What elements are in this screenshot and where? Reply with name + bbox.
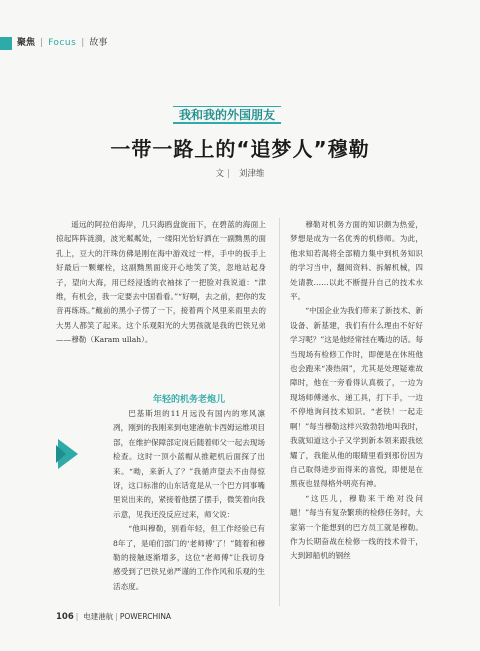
page-number: 106 <box>56 612 74 622</box>
section-subhead: 年轻的机务老炮儿 <box>152 395 225 405</box>
byline-label: 文 <box>215 169 225 179</box>
right-paragraph: 穆勒对机务方面的知识颇为热爱，梦想是成为一名优秀的机修师。为此，他求知若渴将全部精力集中到机务知识的学习当中，翻阅资料、拆解机械，四处请教……以此不断提升自己的技术水平。 <box>290 220 423 302</box>
right-column <box>290 218 423 564</box>
header-breadcrumb: 聚焦 | Focus | 故事 <box>17 38 108 48</box>
byline: 文 | 刘津维 <box>215 169 265 179</box>
header-accent-bar <box>0 37 12 50</box>
right-paragraph: “这匹儿，穆勒来干绝对没问题！”每当有复杂繁琐的检修任务时，大家第一个能想到的巴方员工就是穆勒。作为长期奋战在检修一线的技术骨干，大到卸船机的钢丝 <box>290 493 423 561</box>
magazine-name: 电建港航 <box>83 612 114 621</box>
left-column <box>113 407 265 594</box>
column-tag: 我和我的外国朋友 <box>173 106 281 124</box>
left-paragraph: 巴基斯坦的11月远没有国内的寒风凛冽，刚到的我刚来到电建港航卡西姆运维项目部，在维护保障部定岗后随着师父一起去现场检查。这时一顶小蓝帽从推耙机后面探了出来。“呦，来新人了？”我循声望去不由得惊讶，这口标准的山东话竟是从一个巴方同事嘴里说出来的，紧接着他摆了摆手，微笑着向我示意，见我还没反应过来，师父说： <box>113 409 265 519</box>
page-header <box>0 37 480 51</box>
play-triangle-icon <box>56 437 80 471</box>
left-paragraph: “他叫穆勒，别看年轻，但工作经验已有8年了，是咱们部门的‘老师傅’了！”随着和穆勒的接触逐渐增多，这位“老师傅”让我切身感受到了巴铁兄弟严谨的工作作风和乐观的生活态度。 <box>113 524 265 591</box>
header-section: 聚焦 <box>17 38 36 48</box>
page-footer: 106 | 电建港航 | POWERCHINA <box>56 612 172 622</box>
magazine-name-en: POWERCHINA <box>119 612 172 621</box>
article-title: 一带一路上的“追梦人”穆勒 <box>110 137 370 161</box>
intro-paragraph <box>56 218 266 348</box>
header-column: 故事 <box>89 38 108 48</box>
byline-author: 刘津维 <box>238 169 265 179</box>
right-paragraph: “中国企业为我们带来了新技术、新设备、新基建，我们有什么理由不好好学习呢？”这是他经常挂在嘴边的话。每当现场有检修工作时，即便是在休班他也会跑来“凑热闹”，尤其是处理疑难故障时，他在一旁看得认真极了，一边为现场师傅递水、递工具，打下手，一边不停地询问技术知识。“老铁！一起走啊！”每当穆勒这样兴致勃勃地叫我时，我就知道这小子又学到新本领来跟我炫耀了，我能从他的眼睛里看到那份因为自己取得进步而得来的喜悦，即便是在黑夜也显得格外明亮有神。 <box>290 306 423 489</box>
header-focus: Focus <box>48 38 77 48</box>
column-divider <box>279 218 280 606</box>
intro-text: 遥远的阿拉伯海岸，几只海鸥盘旋而下，在碧蓝的海面上掠起阵阵涟漪，波光粼粼处，一缕阳光恰好洒在一副黝黑的面孔上，豆大的汗珠仿佛是刚在海中游戏过一样，手中的扳手上好最后一颗螺栓，这副黝黑面庞开心地笑了笑，忽地站起身子，望向大海，用已经浸透的衣袖抹了一把脸对我说道：“津维，有机会，我一定要去中国看看。”“好啊，去之前，把你的发音再练练。”戴前的黑小子愣了一下，接着两个风里来雨里去的大男人都笑了起来。这个乐观阳光的大男孩就是我的巴铁兄弟——穆勒（Karam ullah）。 <box>56 220 266 345</box>
